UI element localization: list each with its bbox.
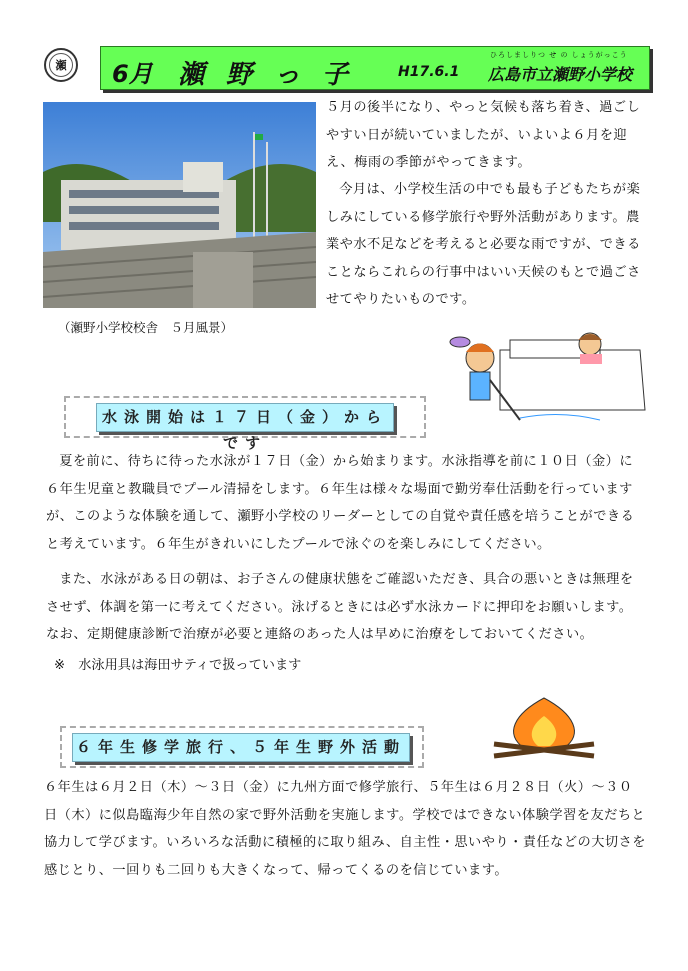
campfire-illustration [484, 694, 604, 760]
header-month: 6月 [112, 60, 153, 88]
issue-date: H17.6.1 [398, 64, 460, 80]
section-2-paragraph: ６年生は６月２日（木）～３日（金）に九州方面で修学旅行、５年生は６月２８日（火）～３０日（木）に似島臨海少年自然の家で野外活動を実施します。学校ではできない体験学習を友だちと協力して学びます。いろいろな活動に積極的に取り組み、自主性・思いやり・責任などの大切さを感じとり、一回りも二回りも大きくなって、帰ってくるのを信じています。 [44, 780, 646, 878]
swim-gear-note: ※ 水泳用具は海田サティで扱っています [54, 658, 302, 673]
pool-cleaning-illustration [440, 330, 650, 430]
section-1-heading: 水泳開始は１７日（金）からです [96, 403, 394, 432]
school-name: 広島市立瀬野小学校 [488, 65, 633, 84]
section-1-paragraph-2: また、水泳がある日の朝は、お子さんの健康状態をご確認いただき、具合の悪いときは無理をさせず、体調を第一に考えてください。泳げるときには必ず水泳カードに押印をお願いします。なお、定期健康診断で治療が必要と連絡のあった人は早めに治療をしておいてください。 [46, 572, 634, 642]
photo-caption: （瀬野小学校校舎 ５月風景） [58, 320, 234, 335]
school-name-ruby: ひろしましりつ せ の しょうがっこう [490, 51, 628, 59]
school-emblem: 瀬 [44, 48, 78, 82]
intro-paragraph-2: 今月は、小学校生活の中でも最も子どもたちが楽しみにしている修学旅行や野外活動があります。農業や水不足などを考えると必要な雨ですが、できることならこれらの行事中はいい天候のもとで過ごさせてやりたいものです。 [326, 182, 641, 307]
school-building-photo [43, 102, 316, 308]
section-2-heading: ６年生修学旅行、５年生野外活動 [72, 733, 410, 762]
newsletter-title: 瀬野っ子 [178, 60, 371, 90]
section-1-paragraph-1: 夏を前に、待ちに待った水泳が１７日（金）から始まります。水泳指導を前に１０日（金）に６年生児童と教職員でプール清掃をします。６年生は様々な場面で勤労奉仕活動を行っていますが、このような体験を通して、瀬野小学校のリーダーとしての自覚や責任感を培うことができると考えています。６年生がきれいにしたプールで泳ぐのを楽しみにしてください。 [46, 454, 635, 552]
intro-paragraph-1: ５月の後半になり、やっと気候も落ち着き、過ごしやすい日が続いていましたが、いよいよ６月を迎え、梅雨の季節がやってきます。 [326, 100, 641, 170]
